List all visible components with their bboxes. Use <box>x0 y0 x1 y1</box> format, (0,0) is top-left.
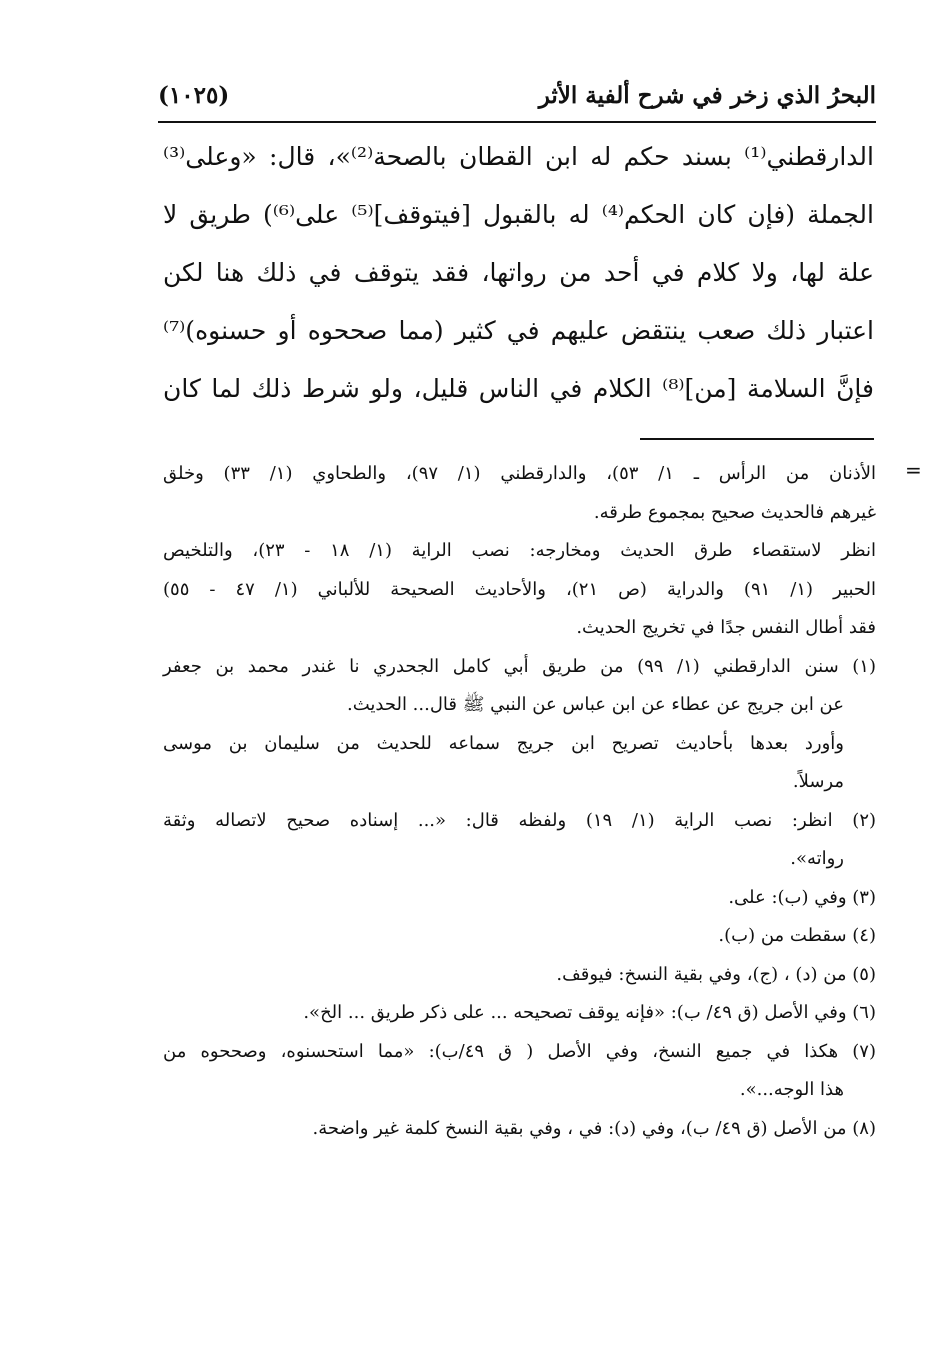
body-line: الدارقطني⁽¹⁾ بسند حكم له ابن القطان بالصحة⁽²⁾»، قال: «وعلى⁽³⁾ <box>163 142 874 171</box>
footnote-7: (٧) هكذا في جميع النسخ، وفي الأصل ( ق ٤٩/ب): «مما استحسنوه، وصححوه من <box>163 1040 876 1062</box>
footnote-line: مرسلاً. <box>792 771 844 792</box>
body-line: فإنَّ السلامة [من]⁽⁸⁾ الكلام في الناس قليل، ولو شرط ذلك لما كان <box>163 374 874 403</box>
footnote-line: هذا الوجه...». <box>739 1079 844 1100</box>
body-text <box>163 128 874 418</box>
body-line: اعتبار ذلك صعب ينتقض عليهم في كثير (مما صححوه أو حسنوه)⁽⁷⁾ <box>163 316 874 345</box>
footnote-6: (٦) وفي الأصل (ق ٤٩/ ب): «فإنه يوقف تصحيحه ... على ذكر طريق ... الخ». <box>303 1002 876 1023</box>
body-line: علة لها، ولا كلام في أحد من رواتها، فقد يتوقف في ذلك هنا لكن <box>163 258 874 287</box>
footnote-3: (٣) وفي (ب): على. <box>728 886 876 908</box>
footnote-line: انظر لاستقصاء طرق الحديث ومخارجه: نصب الراية (١/ ١٨ - ٢٣)، والتلخيص <box>163 540 876 561</box>
footnote-1: (١) سنن الدارقطني (١/ ٩٩) من طريق أبي كامل الجحدري نا غندر محمد بن جعفر <box>163 655 876 677</box>
footnote-2: (٢) انظر: نصب الراية (١/ ١٩) ولفظه قال: «... إسناده صحيح لاتصاله وثقة <box>163 809 877 831</box>
footnote-line: عن ابن جريج عن عطاء عن ابن عباس عن النبي ﷺ قال... الحديث. <box>346 694 844 715</box>
header-rule <box>158 121 876 123</box>
footnotes <box>163 455 876 1148</box>
footnote-8: (٨) من الأصل (ق ٤٩/ ب)، وفي (د): في ، وفي بقية النسخ كلمة غير واضحة. <box>312 1117 876 1139</box>
footnote-separator <box>640 438 874 440</box>
footnote-line: الأذنان من الرأس ـ ١/ ٥٣)، والدارقطني (١/ ٩٧)، والطحاوي (١/ ٣٣) وخلق <box>163 463 876 484</box>
footnote-line: غيرهم فالحديث صحيح بمجموع طرقه. <box>593 501 876 523</box>
footnote-line: وأورد بعدها بأحاديث تصريح ابن جريج سماعه للحديث من سليمان بن موسى <box>163 732 844 754</box>
footnote-line: رواته». <box>790 848 844 869</box>
running-title: البحرُ الذي زخر في شرح ألفية الأثر <box>538 82 876 109</box>
footnote-line: فقد أطال النفس جدًا في تخريج الحديث. <box>576 617 876 638</box>
footnote-4: (٤) سقطت من (ب). <box>718 925 876 946</box>
body-line: الجملة (فإن كان الحكم⁽⁴⁾ له بالقبول [فيتوقف]⁽⁵⁾ على⁽⁶⁾) طريق لا <box>163 200 874 229</box>
page-header <box>158 82 876 116</box>
footnote-continuation-mark: = <box>905 458 922 482</box>
footnote-line: الحبير (١/ ٩١) والدراية (ص ٢١)، والأحاديث الصحيحة للألباني (١/ ٤٧ - ٥٥) <box>163 578 876 600</box>
footnote-5: (٥) من (د) ، (ج)، وفي بقية النسخ: فيوقف. <box>556 963 876 985</box>
page-number: (١٠٢٥) <box>158 82 230 109</box>
